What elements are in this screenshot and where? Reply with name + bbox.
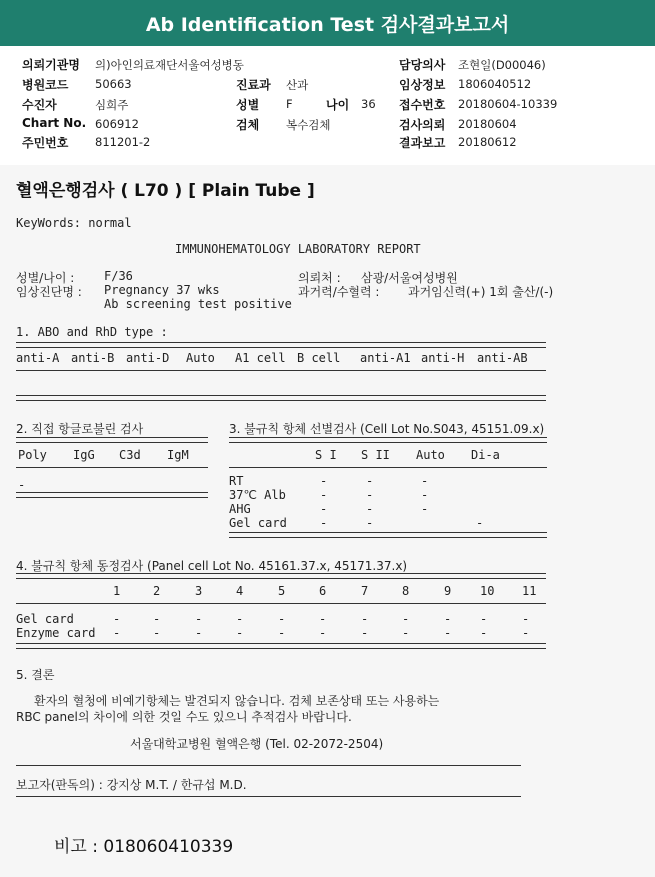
screening-result-cell: - [366, 516, 374, 530]
doctor-label: 담당의사 [399, 58, 446, 72]
dat-header-cell: IgM [167, 448, 189, 462]
abo-header-cell: anti-D [126, 351, 170, 365]
diagnosis-line-2: Ab screening test positive [104, 297, 292, 311]
age-label: 나이 [326, 98, 350, 112]
patient-info-panel [0, 46, 655, 154]
double-rule [16, 342, 546, 348]
sex-age-label: 성별/나이 : [16, 271, 75, 285]
sex-label: 성별 [236, 98, 260, 112]
blood-bank-contact: 서울대학교병원 혈액은행 (Tel. 02-2072-2504) [130, 737, 384, 751]
specimen-label: 검체 [236, 118, 260, 132]
section-3-title: 3. 불규칙 항체 선별검사 (Cell Lot No.S043, 45151.09.x) [229, 422, 545, 436]
panel-result-cell: - [361, 612, 369, 626]
panel-header-cell: 9 [444, 584, 452, 598]
panel-header-cell: 1 [113, 584, 121, 598]
report-title: Ab Identification Test 검사결과보고서 [145, 13, 510, 36]
panel-result-cell: - [319, 612, 327, 626]
dat-result: - [18, 478, 26, 492]
rrn-value: 811201-2 [95, 135, 151, 149]
screening-header-cell: S II [361, 448, 390, 462]
panel-header-cell: 2 [153, 584, 161, 598]
sex-age-value: F/36 [104, 269, 133, 283]
doctor-value: 조현일(D00046) [458, 58, 546, 72]
screening-row-label: RT [229, 474, 244, 488]
screening-result-cell: - [421, 474, 429, 488]
abo-header-cell: anti-H [421, 351, 465, 365]
receipt-label: 접수번호 [399, 98, 446, 112]
dat-header-cell: IgG [73, 448, 95, 462]
clinical-label: 임상정보 [399, 78, 446, 92]
double-rule [229, 532, 547, 538]
double-rule [16, 395, 546, 401]
abo-header-cell: anti-A [16, 351, 60, 365]
requester-value: 의)아인의료재단서울여성병동 [95, 58, 244, 72]
panel-header-cell: 6 [319, 584, 327, 598]
screening-row-label: Gel card [229, 516, 287, 530]
sheet-heading: 혈액은행검사 ( L70 ) [ Plain Tube ] [16, 181, 315, 201]
lab-report-title: IMMUNOHEMATOLOGY LABORATORY REPORT [175, 242, 421, 256]
hospital-code-value: 50663 [95, 77, 132, 91]
single-rule [16, 467, 208, 468]
screening-result-cell: - [366, 488, 374, 502]
section-1-title: 1. ABO and RhD type : [16, 325, 168, 339]
referral-label: 의뢰처 : [298, 271, 341, 285]
screening-result-cell: - [320, 502, 328, 516]
section-5-title: 5. 결론 [16, 668, 55, 682]
chart-value: 606912 [95, 117, 139, 131]
age-value: 36 [361, 97, 376, 111]
panel-result-cell: - [319, 626, 327, 640]
double-rule [16, 437, 208, 443]
panel-result-cell: - [361, 626, 369, 640]
screening-header-cell: Auto [416, 448, 445, 462]
double-rule [16, 643, 546, 649]
panel-header-cell: 10 [480, 584, 495, 598]
diagnosis-label: 임상진단명 : [16, 285, 82, 299]
panel-result-cell: - [153, 612, 161, 626]
screening-row-label: AHG [229, 502, 251, 516]
panel-row-label: Gel card [16, 612, 74, 626]
panel-result-cell: - [444, 612, 452, 626]
reporter: 보고자(판독의) : 강지상 M.T. / 한규섭 M.D. [16, 778, 247, 792]
clinical-value: 1806040512 [458, 77, 532, 91]
panel-result-cell: - [113, 612, 121, 626]
double-rule [16, 573, 546, 579]
single-rule [16, 765, 521, 766]
panel-result-cell: - [236, 626, 244, 640]
conclusion-line-1: 환자의 혈청에 비예기항체는 발견되지 않습니다. 검체 보존상태 또는 사용하는 [34, 694, 440, 708]
keywords: KeyWords: normal [16, 216, 132, 230]
abo-header-cell: anti-B [71, 351, 115, 365]
panel-result-cell: - [522, 626, 530, 640]
double-rule [16, 492, 208, 498]
abo-header-cell: anti-A1 [360, 351, 411, 365]
double-rule [229, 437, 547, 443]
chart-label: Chart No. [22, 116, 87, 130]
screening-header-cell: S I [315, 448, 337, 462]
screening-result-cell: - [320, 488, 328, 502]
screening-result-cell: - [320, 474, 328, 488]
abo-header-cell: Auto [186, 351, 215, 365]
specimen-value: 복수검체 [286, 118, 331, 132]
panel-header-cell: 8 [402, 584, 410, 598]
panel-result-cell: - [522, 612, 530, 626]
panel-header-cell: 5 [278, 584, 286, 598]
report-title-banner [0, 0, 655, 46]
abo-header-cell: A1 cell [235, 351, 286, 365]
panel-result-cell: - [113, 626, 121, 640]
history-value: 과거임신력(+) 1회 출산/(-) [408, 285, 554, 299]
request-label: 검사의뢰 [399, 118, 446, 132]
report-date-label: 결과보고 [399, 136, 446, 150]
single-rule [16, 370, 546, 371]
panel-header-cell: 4 [236, 584, 244, 598]
panel-result-cell: - [480, 612, 488, 626]
dept-value: 산과 [286, 78, 309, 92]
panel-header-cell: 11 [522, 584, 537, 598]
section-2-title: 2. 직접 항글로불린 검사 [16, 422, 144, 436]
single-rule [16, 796, 521, 797]
abo-header-cell: anti-AB [477, 351, 528, 365]
dept-label: 진료과 [236, 78, 271, 92]
panel-row-label: Enzyme card [16, 626, 96, 640]
screening-result-cell: - [421, 502, 429, 516]
panel-result-cell: - [195, 626, 203, 640]
conclusion-line-2: RBC panel의 차이에 의한 것일 수도 있으니 추적검사 바랍니다. [16, 710, 352, 724]
referral-value: 삼광/서울여성병원 [361, 271, 458, 285]
diagnosis-line-1: Pregnancy 37 wks [104, 283, 220, 297]
panel-result-cell: - [444, 626, 452, 640]
request-value: 20180604 [458, 117, 517, 131]
patient-label: 수진자 [22, 98, 57, 112]
panel-header-cell: 3 [195, 584, 203, 598]
panel-result-cell: - [402, 626, 410, 640]
panel-result-cell: - [278, 626, 286, 640]
dat-header-cell: C3d [119, 448, 141, 462]
patient-value: 심희주 [95, 98, 129, 112]
requester-label: 의뢰기관명 [22, 58, 80, 72]
hospital-code-label: 병원코드 [22, 78, 69, 92]
screening-result-cell: - [476, 516, 484, 530]
single-rule [16, 603, 546, 604]
panel-result-cell: - [153, 626, 161, 640]
screening-result-cell: - [366, 502, 374, 516]
screening-result-cell: - [366, 474, 374, 488]
single-rule [229, 467, 547, 468]
panel-result-cell: - [195, 612, 203, 626]
panel-result-cell: - [480, 626, 488, 640]
panel-result-cell: - [278, 612, 286, 626]
dat-header-cell: Poly [18, 448, 47, 462]
remarks: 비고 : 018060410339 [54, 837, 234, 857]
section-4-title: 4. 불규칙 항체 동정검사 (Panel cell Lot No. 45161.37.x, 45171.37.x) [16, 559, 408, 573]
report-date-value: 20180612 [458, 135, 517, 149]
screening-result-cell: - [421, 488, 429, 502]
panel-result-cell: - [402, 612, 410, 626]
panel-result-cell: - [236, 612, 244, 626]
screening-header-cell: Di-a [471, 448, 500, 462]
section-separator [0, 154, 655, 165]
panel-header-cell: 7 [361, 584, 369, 598]
rrn-label: 주민번호 [22, 136, 69, 150]
history-label: 과거력/수혈력 : [298, 285, 380, 299]
abo-header-cell: B cell [297, 351, 341, 365]
screening-row-label: 37℃ Alb [229, 488, 286, 502]
receipt-value: 20180604-10339 [458, 97, 558, 111]
sex-value: F [286, 97, 293, 111]
screening-result-cell: - [320, 516, 328, 530]
